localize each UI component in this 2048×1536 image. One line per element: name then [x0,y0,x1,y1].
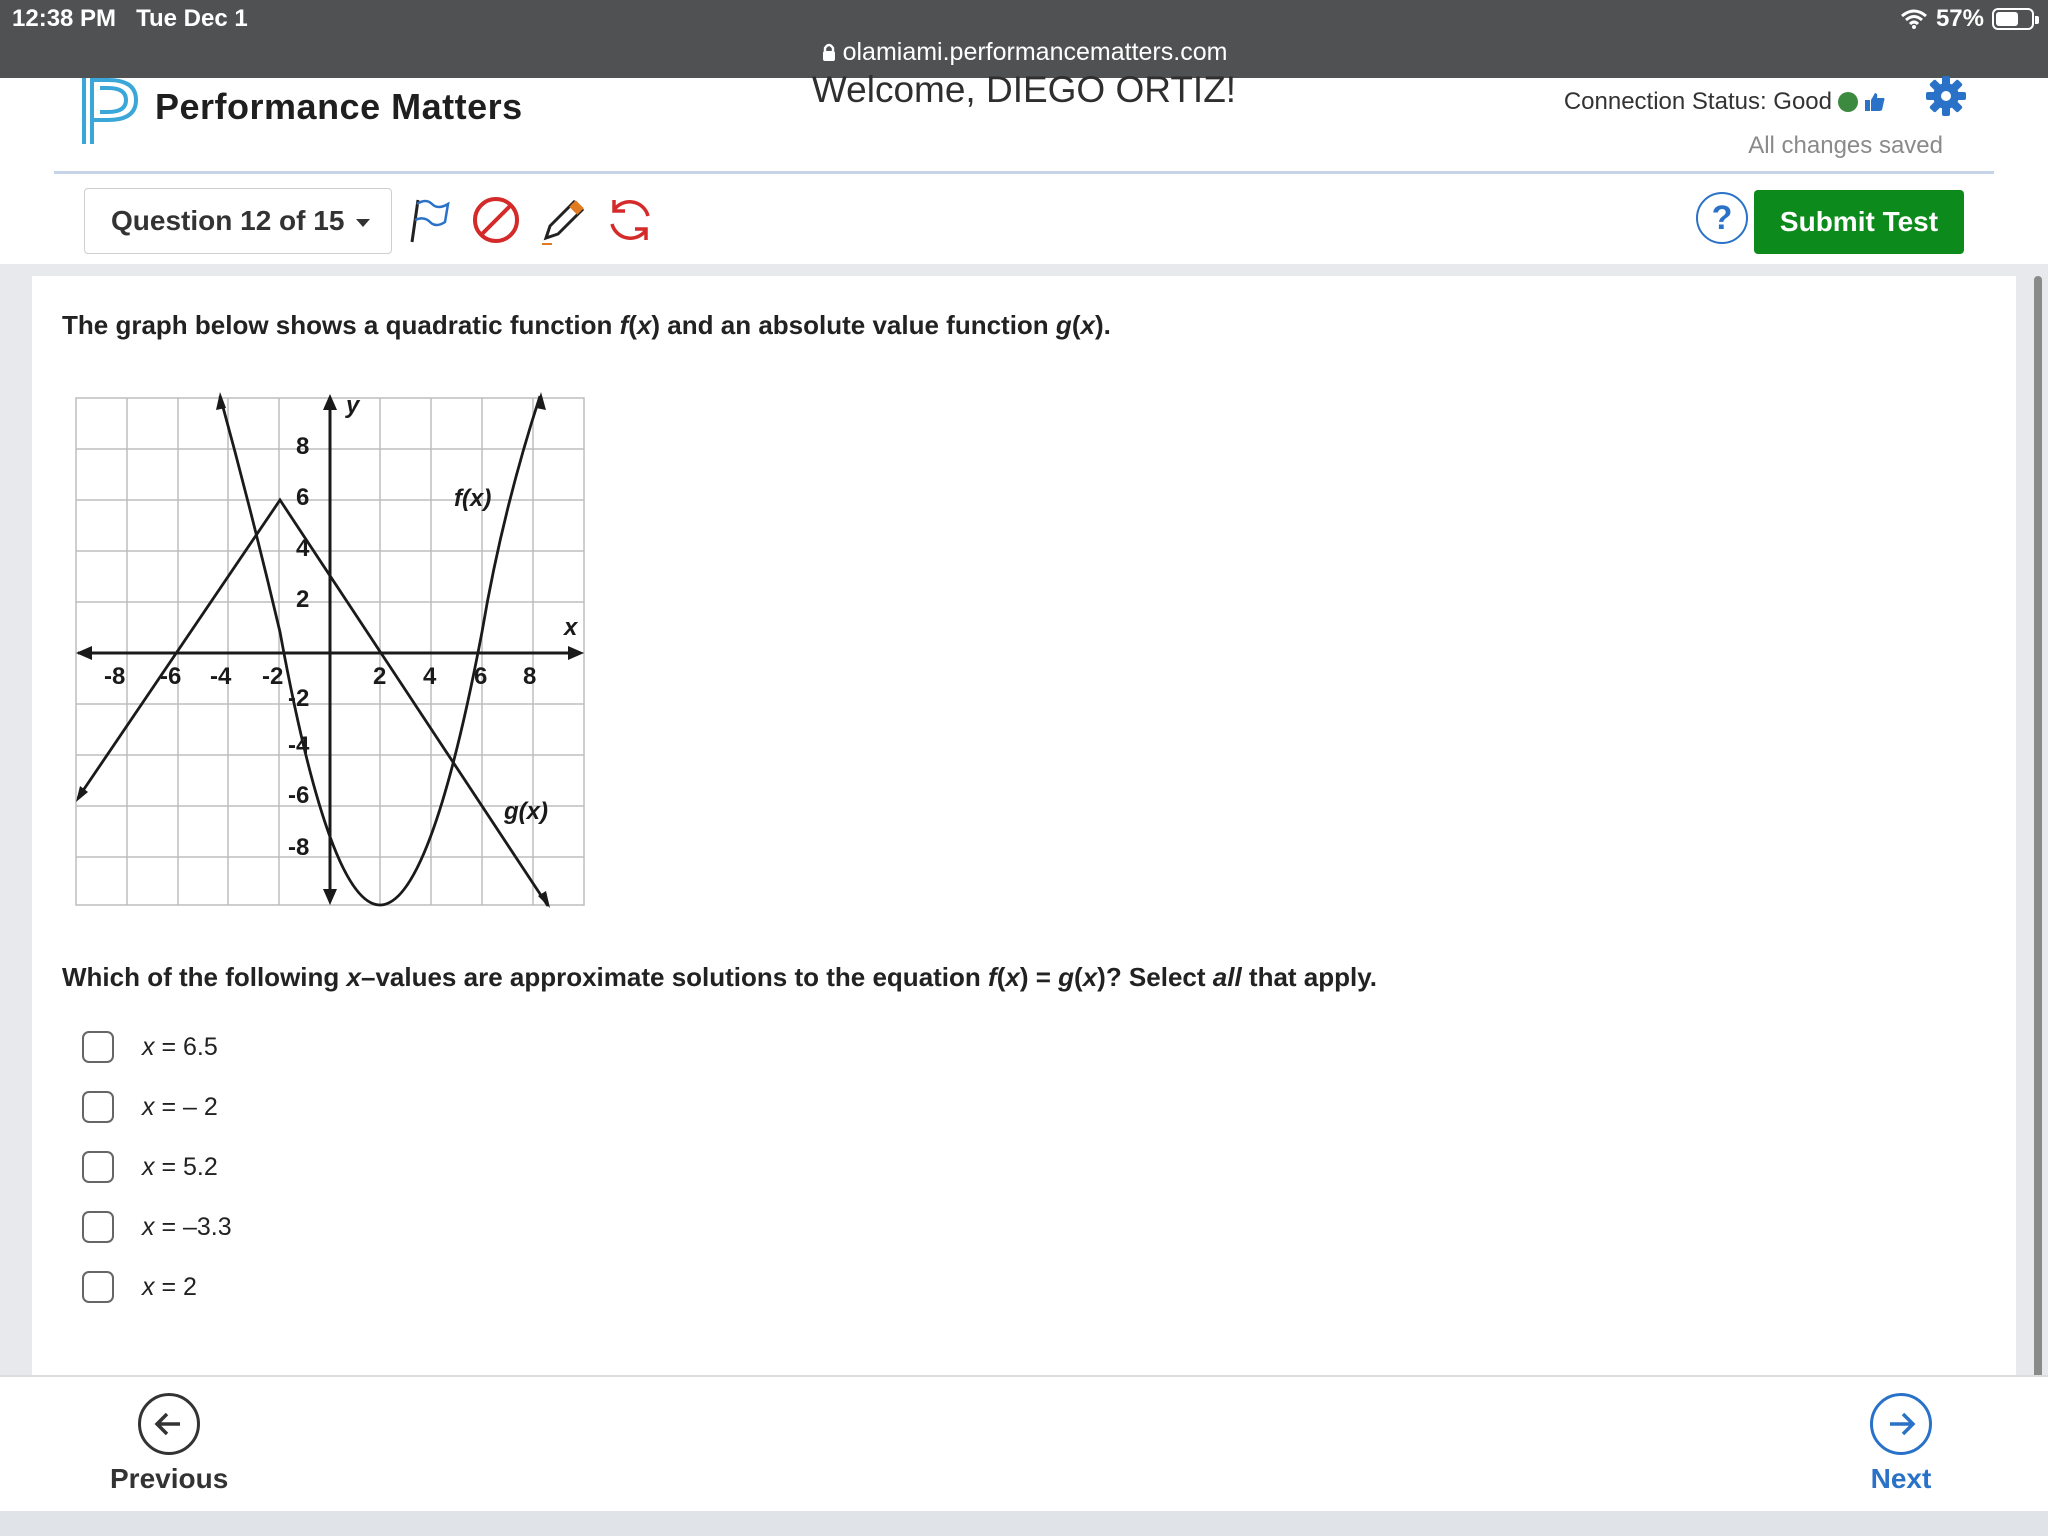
y-tick-label: 2 [296,586,310,613]
question-selector-dropdown[interactable] [84,188,392,254]
y-tick-label: -2 [288,685,310,712]
y-tick-label: -6 [288,782,310,809]
y-tick-label: -8 [288,834,310,861]
f-label: f(x) [454,485,492,512]
x-tick-label: -2 [262,663,284,690]
answer-label: x = 5.2 [142,1152,218,1181]
next-label: Next [1870,1463,1932,1494]
bottom-bar [0,1511,2048,1536]
answer-checkbox[interactable] [82,1271,114,1303]
answer-label: x = 6.5 [142,1032,218,1061]
x-tick-label: 2 [373,663,387,690]
y-axis-label: y [346,392,360,419]
g-of-x-curve [78,500,548,906]
x-tick-label: 8 [523,663,537,690]
function-graph [72,388,592,908]
connection-status-text: Connection Status: Good [1563,88,1832,115]
flag-icon[interactable] [404,194,456,246]
wifi-icon [1900,8,1928,30]
y-tick-label: -4 [288,732,310,759]
answer-checkbox[interactable] [82,1031,114,1063]
submit-test-button[interactable]: Submit Test [1754,190,1964,254]
y-tick-label: 8 [296,433,310,460]
answer-checkbox[interactable] [82,1211,114,1243]
answer-checkbox[interactable] [82,1091,114,1123]
previous-button[interactable] [110,1393,228,1495]
arrow-left-icon [138,1393,200,1455]
y-tick-label: 4 [296,535,310,562]
battery-percent: 57% [1935,5,1984,32]
reset-icon[interactable] [604,194,656,246]
connection-status [1564,88,1886,116]
welcome-message: Welcome, DIEGO ORTIZ! [811,69,1237,110]
arrow-right-icon [1870,1393,1932,1455]
x-tick-label: -6 [160,663,182,690]
url-text: olamiami.performancematters.com [842,38,1228,66]
answer-option[interactable] [82,1091,218,1123]
answer-checkbox[interactable] [82,1151,114,1183]
status-dot-icon [1838,92,1858,112]
settings-gear-icon[interactable] [1924,74,1968,118]
question-prompt: The graph below shows a quadratic function f(x) and an absolute value function g(x). [62,310,1111,340]
x-tick-label: 6 [474,663,488,690]
x-tick-label: 4 [423,663,437,690]
answer-option[interactable] [82,1211,232,1243]
scrollbar[interactable] [2034,276,2042,1421]
answer-option[interactable] [82,1151,218,1183]
help-button[interactable]: ? [1696,192,1748,244]
chevron-down-icon [356,219,370,227]
test-toolbar [0,174,2048,266]
question-selector-label: Question 12 of 15 [111,205,345,236]
pencil-icon[interactable] [538,194,590,246]
x-tick-label: -8 [104,663,126,690]
url-bar[interactable] [0,38,2048,67]
thumbs-up-icon [1864,91,1886,113]
ios-status-bar [0,0,2048,78]
x-tick-label: -4 [210,663,232,690]
answer-label: x = 2 [142,1272,197,1301]
lock-icon [821,42,837,62]
answer-label: x = – 2 [142,1092,218,1121]
navigation-footer [0,1375,2048,1511]
y-tick-label: 6 [296,484,310,511]
answer-label: x = –3.3 [142,1212,232,1241]
answer-option[interactable] [82,1271,197,1303]
save-status: All changes saved [1748,132,1943,159]
next-button[interactable] [1870,1393,1932,1495]
g-label: g(x) [504,798,548,825]
eliminate-answer-icon[interactable] [470,194,522,246]
question-text: Which of the following x–values are approximate solutions to the equation f(x) = g(x)? Select all that apply. [62,962,1377,992]
status-right [1900,5,2034,33]
battery-icon [1992,8,2034,30]
x-axis-label: x [564,614,578,641]
previous-label: Previous [110,1463,229,1494]
brand-name: Performance Matters [155,86,523,127]
status-time: 12:38 PM Tue Dec 1 [12,5,248,32]
app-header [0,69,2048,178]
answer-option[interactable] [82,1031,218,1063]
